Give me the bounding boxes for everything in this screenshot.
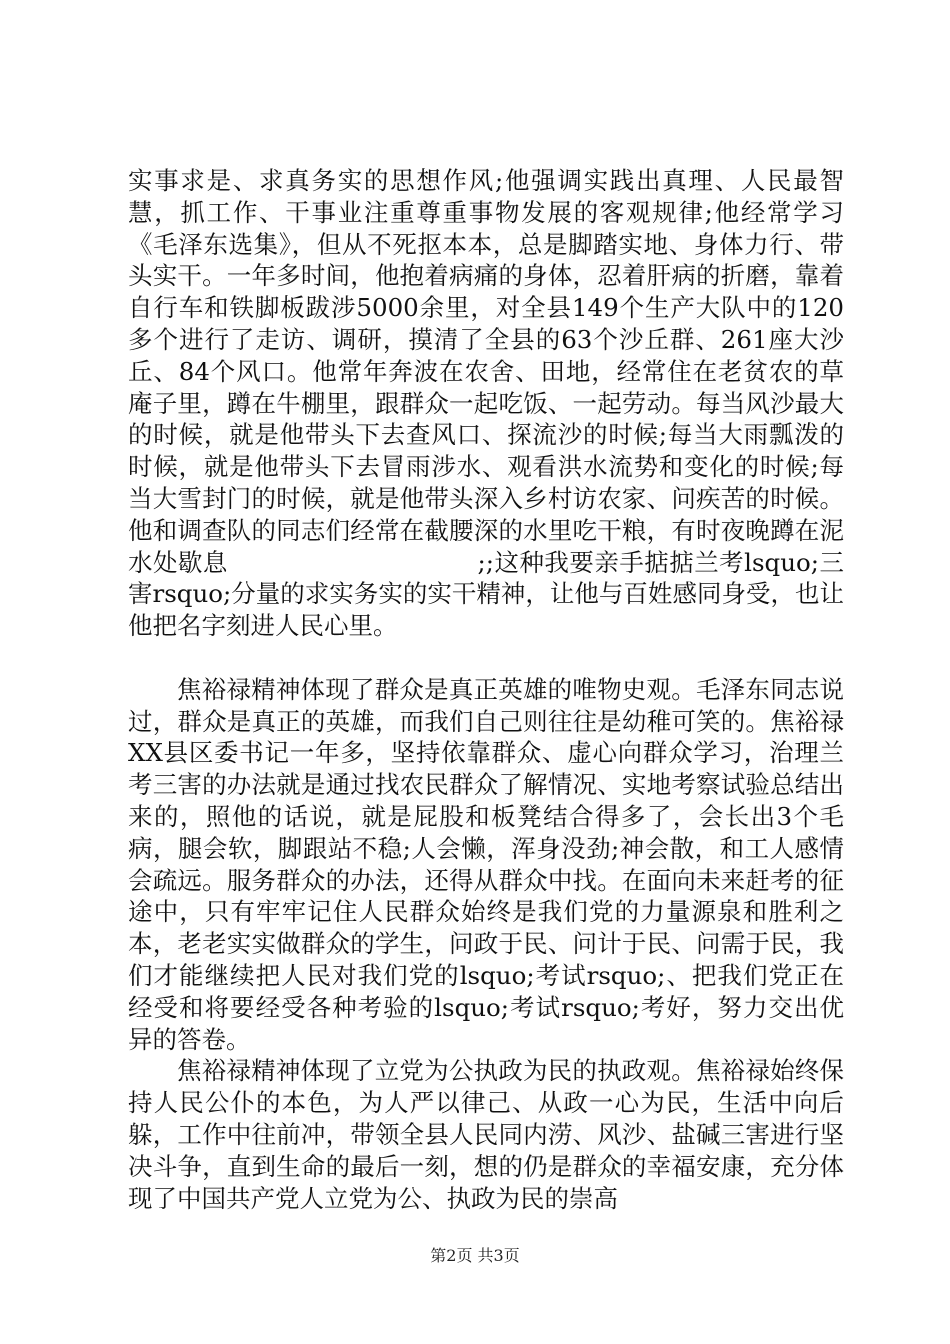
paragraph-gap (128, 642, 844, 674)
body-paragraph-3: 焦裕禄精神体现了立党为公执政为民的执政观。焦裕禄始终保持人民公仆的本色，为人严以律己、从政一心为民，生活中向后躲，工作中往前冲，带领全县人民同内涝、风沙、盐碱三害进行坚决斗争，直到生命的最后一刻，想的仍是群众的幸福安康，充分体现了中国共产党人立党为公、执政为民的崇高 (128, 1056, 844, 1213)
document-body (128, 165, 844, 1214)
body-paragraph-2: 焦裕禄精神体现了群众是真正英雄的唯物史观。毛泽东同志说过，群众是真正的英雄，而我们自己则往往是幼稚可笑的。焦裕禄XX县区委书记一年多，坚持依靠群众、虚心向群众学习，治理兰考三害的办法就是通过找农民群众了解情况、实地考察试验总结出来的，照他的话说，就是屁股和板凳结合得多了，会长出3个毛病，腿会软，脚跟站不稳;人会懒，浑身没劲;神会散，和工人感情会疏远。服务群众的办法，还得从群众中找。在面向未来赶考的征途中，只有牢牢记住人民群众始终是我们党的力量源泉和胜利之本，老老实实做群众的学生，问政于民、问计于民、问需于民，我们才能继续把人民对我们党的lsquo;考试rsquo;、把我们党正在经受和将要经受各种考验的lsquo;考试rsquo;考好，努力交出优异的答卷。 (128, 674, 844, 1054)
body-paragraph-1: 实事求是、求真务实的思想作风;他强调实践出真理、人民最智慧，抓工作、干事业注重尊重事物发展的客观规律;他经常学习《毛泽东选集》，但从不死抠本本，总是脚踏实地、身体力行、带头实干。一年多时间，他抱着病痛的身体，忍着肝病的折磨，靠着自行车和铁脚板跋涉5000余里，对全县149个生产大队中的120多个进行了走访、调研，摸清了全县的63个沙丘群、261座大沙丘、84个风口。他常年奔波在农舍、田地，经常住在老贫农的草庵子里，蹲在牛棚里，跟群众一起吃饭、一起劳动。每当风沙最大的时候，就是他带头下去查风口、探流沙的时候;每当大雨瓢泼的时候，就是他带头下去冒雨涉水、观看洪水流势和变化的时候;每当大雪封门的时候，就是他带头深入乡村访农家、问疾苦的时候。他和调查队的同志们经常在截腰深的水里吃干粮，有时夜晚蹲在泥水处歇息 ;;这种我要亲手掂掂兰考lsquo;三害rsquo;分量的求实务实的实干精神，让他与百姓感同身受，也让他把名字刻进人民心里。 (128, 166, 844, 641)
page-footer: 第2页 共3页 (430, 1246, 520, 1265)
